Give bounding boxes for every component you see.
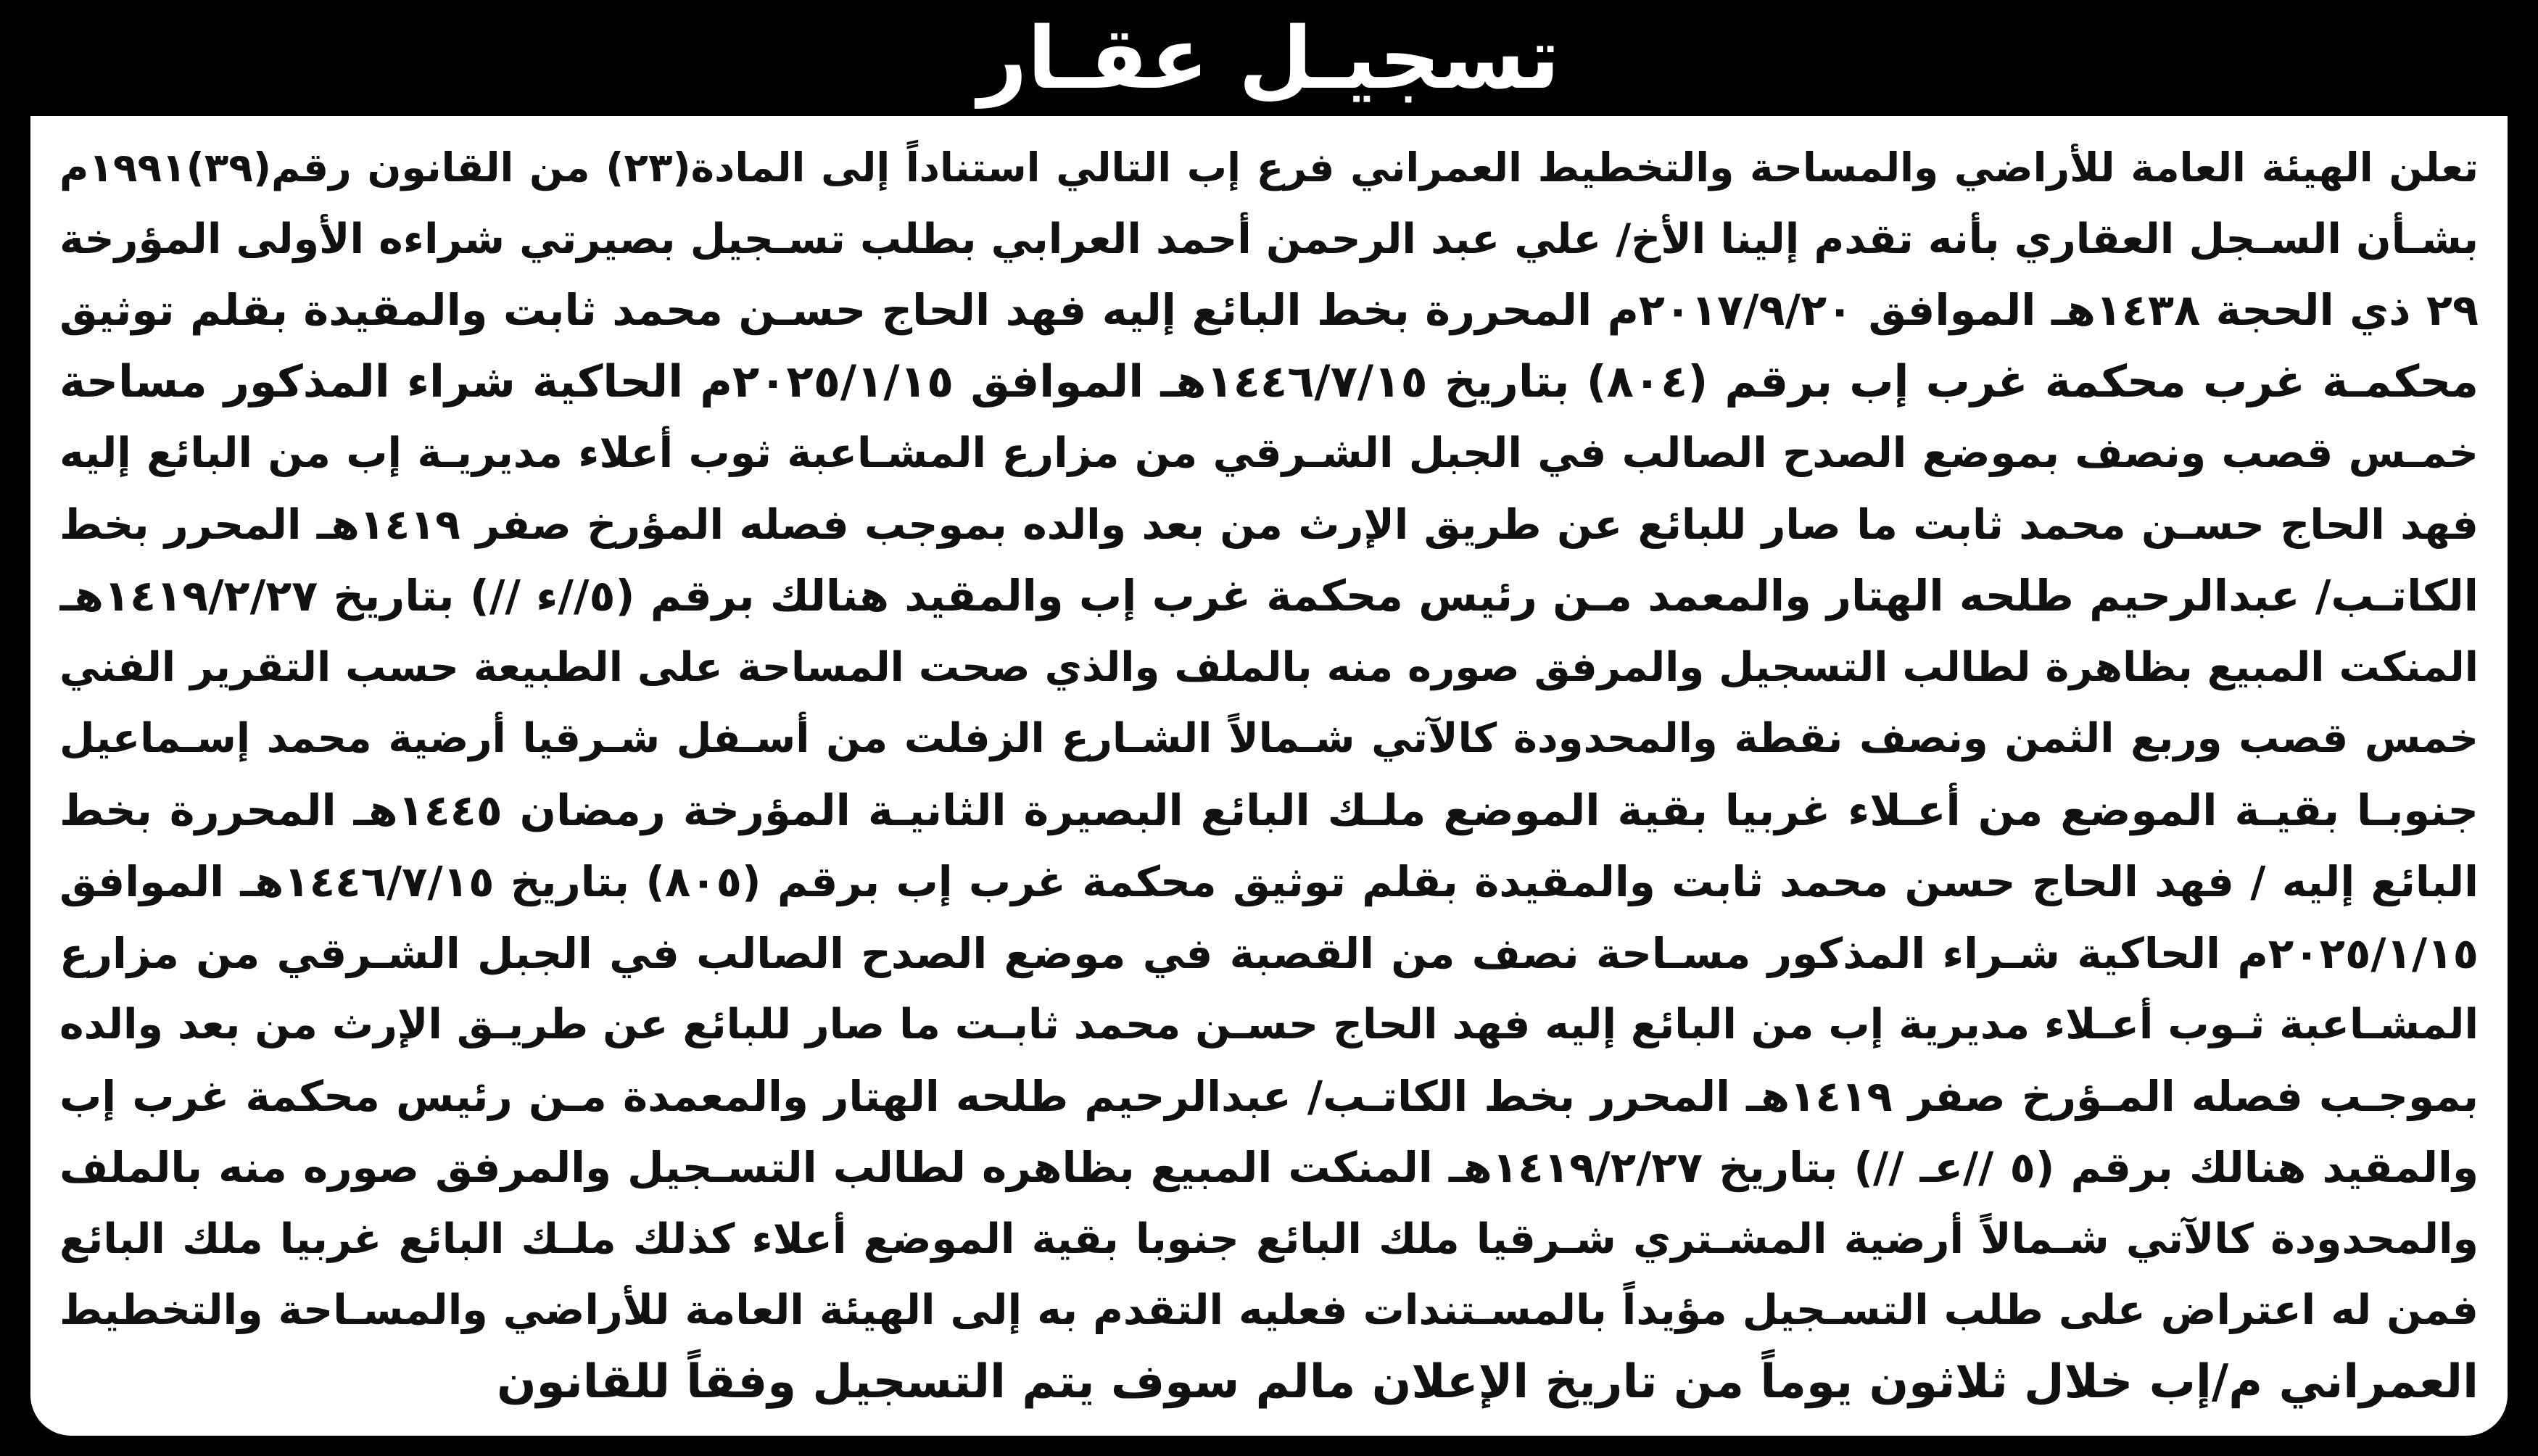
notice-line: ٢٩ ذي الحجة ١٤٣٨هـ الموافق ٢٠١٧/٩/٢٠م المحررة بخط البائع إليه فهد الحاج حسـن محمد ثابت والمقيدة بقلم توثيق — [59, 285, 2479, 335]
notice-line: خمس قصب وربع الثمن ونصف نقطة والمحدودة كالآتي شـمالاً الشـارع الزفلت من أسـفل شـرقيا أرضية محمد إسـماعيل — [59, 715, 2479, 762]
notice-line: بشـأن السـجل العقاري بأنه تقدم إلينا الأخ/ علي عبد الرحمن أحمد العرابي بطلب تسـجيل بصيرتي شراءه الأولى المؤرخة — [59, 215, 2479, 263]
notice-line: المنكت المبيع بظاهرة لطالب التسجيل والمرفق صوره منه بالملف والذي صحت المساحة على الطبيعة حسب التقرير الفني — [59, 643, 2479, 691]
notice-body — [30, 116, 2508, 1436]
notice-line: محكمـة غرب محكمة غرب إب برقم (٨٠٤) بتاريخ ١٤٤٦/٧/١٥هـ الموافق ٢٠٢٥/١/١٥م الحاكية شراء المذكور مساحة — [59, 355, 2479, 408]
notice-line: فهد الحاج حسـن محمد ثابت ما صار للبائع عن طريق الإرث من بعد والده بموجب فصله المؤرخ صفر ١٤١٩هـ المحرر بخط — [59, 500, 2479, 549]
notice-line: جنوبـا بقيـة الموضع من أعـلاء غربيا بقية الموضع ملـك البائع البصيرة الثانيـة المؤرخة رمضان ١٤٤٥هـ المحررة بخط — [59, 785, 2479, 835]
notice-line: العمراني م/إب خلال ثلاثون يوماً من تاريخ الإعلان مالم سوف يتم التسجيل وفقاً للقانون — [496, 1354, 2479, 1409]
title-bar — [0, 0, 2538, 116]
notice-line: فمن له اعتراض على طلب التسـجيل مؤيداً بالمسـتندات فعليه التقدم به إلى الهيئة العامة للأراضي والمسـاحة والتخطيط — [59, 1286, 2479, 1334]
notice-line: ٢٠٢٥/١/١٥م الحاكية شـراء المذكور مسـاحة نصف من القصبة في موضع الصدح الصالب في الجبل الشـرقي من مزارع — [59, 928, 2479, 978]
notice-line: والمقيد هنالك برقم (٥ //عـ //) بتاريخ ١٤١٩/٢/٢٧هـ المنكت المبيع بظاهره لطالب التسـجيل والمرفق صوره منه بالملف — [59, 1143, 2479, 1192]
notice-line: والمحدودة كالآتي شـمالاً أرضية المشـتري شـرقيا ملك البائع جنوبا بقية الموضع أعلاء كذلك ملـك البائع غربيا ملك البائع — [59, 1215, 2479, 1263]
notice-title: تسجيـل عقـار — [977, 8, 1561, 108]
notice-line: بموجـب فصله المـؤرخ صفر ١٤١٩هـ المحرر بخط الكاتـب/ عبدالرحيم طلحه الهتار والمعمدة مـن رئيس محكمة غرب إب — [59, 1071, 2479, 1121]
notice-line: خمـس قصب ونصف بموضع الصدح الصالب في الجبل الشـرقي من مزارع المشـاعبة ثوب أعلاء مديريـة إب من البائع إليه — [59, 429, 2479, 477]
notice-line: الكاتـب/ عبدالرحيم طلحه الهتار والمعمد مـن رئيس محكمة غرب إب والمقيد هنالك برقم (٥//ء //) بتاريخ ١٤١٩/٢/٢٧هـ — [59, 571, 2479, 621]
notice-line: البائع إليه / فهد الحاج حسن محمد ثابت والمقيدة بقلم توثيق محكمة غرب إب برقم (٨٠٥) بتاريخ ١٤٤٦/٧/١٥هـ الموافق — [59, 857, 2479, 906]
notice-line: تعلن الهيئة العامة للأراضي والمساحة والتخطيط العمراني فرع إب التالي استناداً إلى المادة(٢٣) من القانون رقم(٣٩)١٩٩١م — [59, 144, 2479, 191]
notice-text — [59, 132, 2479, 1418]
notice-line: المشـاعبة ثـوب أعـلاء مديرية إب من البائع إليه فهد الحاج حسـن محمد ثابـت ما صار للبائع عن طريـق الإرث من بعد والده — [59, 1001, 2479, 1048]
